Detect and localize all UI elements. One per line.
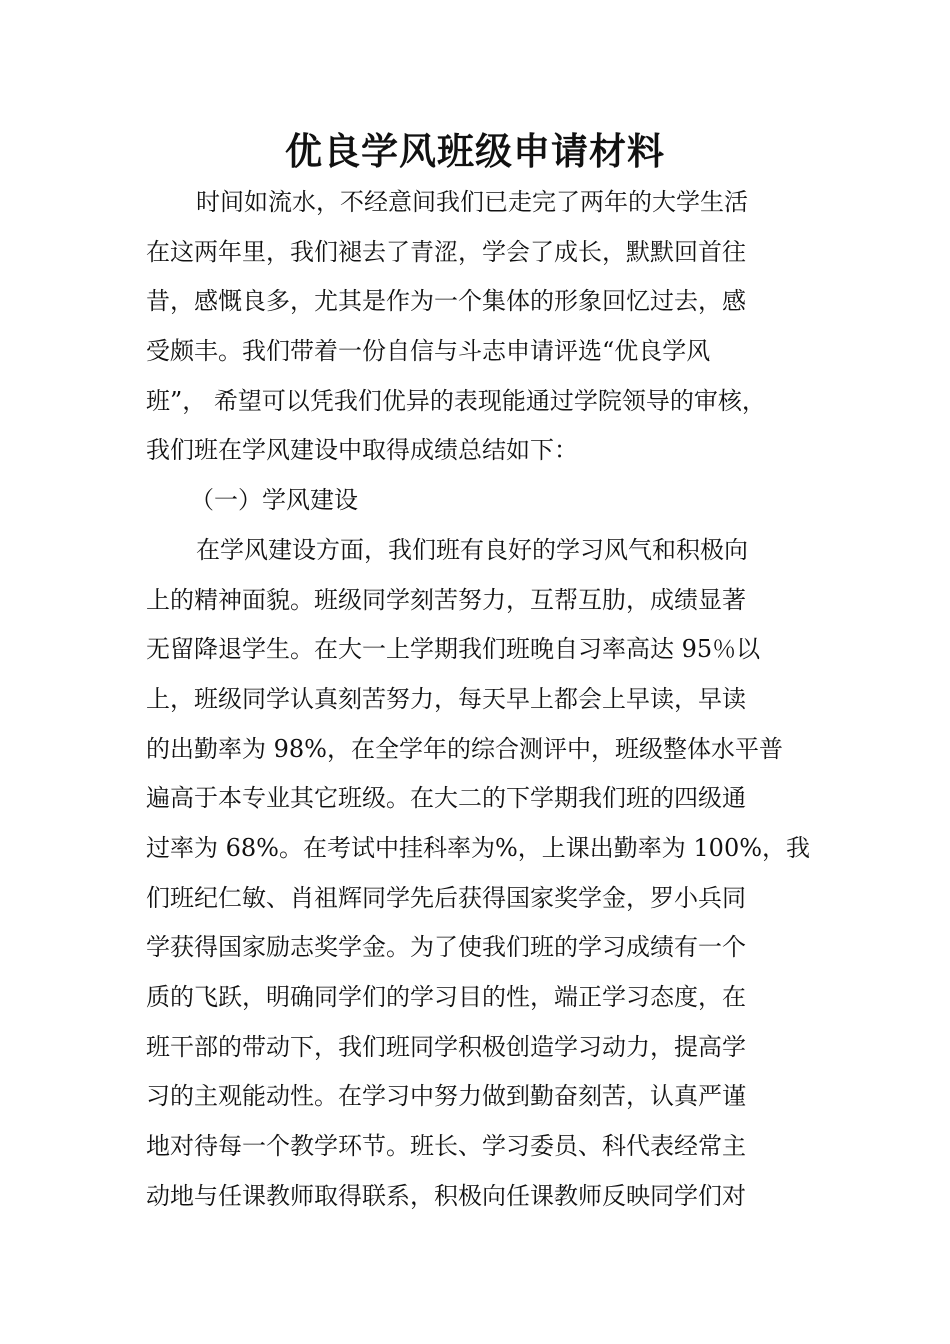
- body-line: 在学风建设方面，我们班有良好的学习风气和积极向: [196, 535, 748, 564]
- document-title: 优良学风班级申请材料: [285, 130, 665, 173]
- body-line: 的出勤率为 98%，在全学年的综合测评中，班级整体水平普: [146, 734, 783, 763]
- document-body: [146, 178, 816, 1221]
- body-line: 习的主观能动性。在学习中努力做到勤奋刻苦，认真严谨: [146, 1082, 746, 1111]
- body-line: 地对待每一个教学环节。班长、学习委员、科代表经常主: [146, 1132, 746, 1161]
- body-line: 上，班级同学认真刻苦努力，每天早上都会上早读，早读: [146, 684, 746, 713]
- body-line: 我们班在学风建设中取得成绩总结如下：: [146, 436, 578, 465]
- body-line: 动地与任课教师取得联系，积极向任课教师反映同学们对: [146, 1181, 746, 1210]
- body-line: 学获得国家励志奖学金。为了使我们班的学习成绩有一个: [146, 933, 746, 962]
- body-line: 无留降退学生。在大一上学期我们班晚自习率高达 95％以: [146, 635, 761, 664]
- body-line: 时间如流水，不经意间我们已走完了两年的大学生活: [196, 188, 748, 216]
- body-line: 班干部的带动下，我们班同学积极创造学习动力，提高学: [146, 1032, 746, 1061]
- body-line: 上的精神面貌。班级同学刻苦努力，互帮互肋，成绩显著: [146, 585, 746, 614]
- body-line: 过率为 68%。在考试中挂科率为%，上课出勤率为 100%，我: [146, 833, 811, 862]
- body-line: 在这两年里，我们褪去了青涩，学会了成长，默默回首往: [146, 237, 746, 266]
- body-line: 昔，感慨良多，尤其是作为一个集体的形象回忆过去，感: [146, 287, 746, 316]
- body-line: 遍高于本专业其它班级。在大二的下学期我们班的四级通: [146, 784, 746, 813]
- body-line: 质的飞跃，明确同学们的学习目的性，端正学习态度，在: [146, 983, 746, 1011]
- body-line: 受颇丰。我们带着一份自信与斗志申请评选“优良学风: [146, 337, 711, 366]
- section-heading: （一）学风建设: [190, 486, 358, 515]
- body-line: 班”， 希望可以凭我们优异的表现能通过学院领导的审核，: [146, 386, 766, 415]
- body-line: 们班纪仁敏、肖祖辉同学先后获得国家奖学金，罗小兵同: [146, 883, 746, 912]
